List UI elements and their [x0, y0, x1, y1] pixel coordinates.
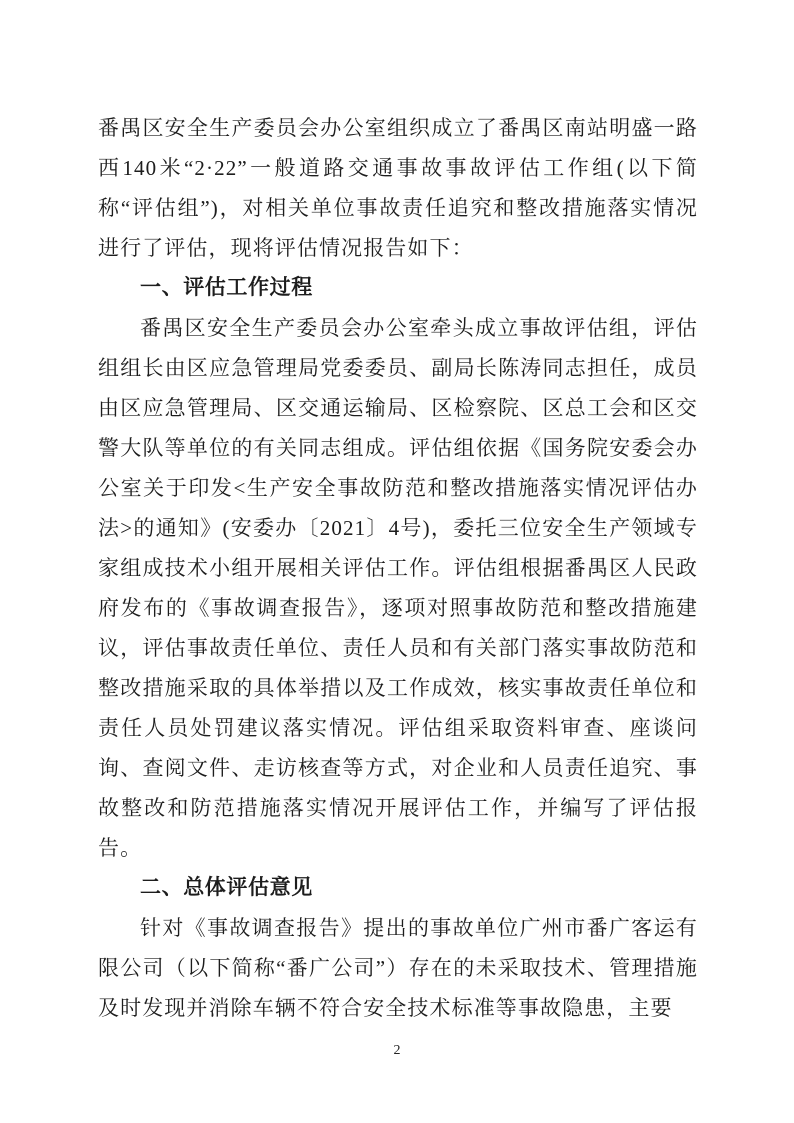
document-content: [98, 108, 698, 1028]
page-number: 2: [393, 1043, 401, 1058]
paragraph-evaluation-process: 番禺区安全生产委员会办公室牵头成立事故评估组，评估组组长由区应急管理局党委委员、副局长陈涛同志担任，成员由区应急管理局、区交通运输局、区检察院、区总工会和区交警大队等单位的有关同志组成。评估组依据《国务院安委会办公室关于印发<生产安全事故防范和整改措施落实情况评估办法>的通知》(安委办〔2021〕4号)，委托三位安全生产领域专家组成技术小组开展相关评估工作。评估组根据番禺区人民政府发布的《事故调查报告》，逐项对照事故防范和整改措施建议，评估事故责任单位、责任人员和有关部门落实事故防范和整改措施采取的具体举措以及工作成效，核实事故责任单位和责任人员处罚建议落实情况。评估组采取资料审查、座谈问询、查阅文件、走访核查等方式，对企业和人员责任追究、事故整改和防范措施落实情况开展评估工作，并编写了评估报告。: [98, 316, 698, 860]
paragraph-overall-opinion: 针对《事故调查报告》提出的事故单位广州市番广客运有限公司（以下简称“番广公司”）存在的未采取技术、管理措施及时发现并消除车辆不符合安全技术标准等事故隐患，主要: [98, 916, 698, 1020]
section-heading-evaluation-process: 一、评估工作过程: [140, 276, 313, 299]
section-heading-overall-opinion: 二、总体评估意见: [140, 876, 313, 899]
paragraph-continuation: 番禺区安全生产委员会办公室组织成立了番禺区南站明盛一路西140米“2·22”一般道路交通事故事故评估工作组(以下简称“评估组”)，对相关单位事故责任追究和整改措施落实情况进行了评估，现将评估情况报告如下：: [98, 116, 698, 260]
